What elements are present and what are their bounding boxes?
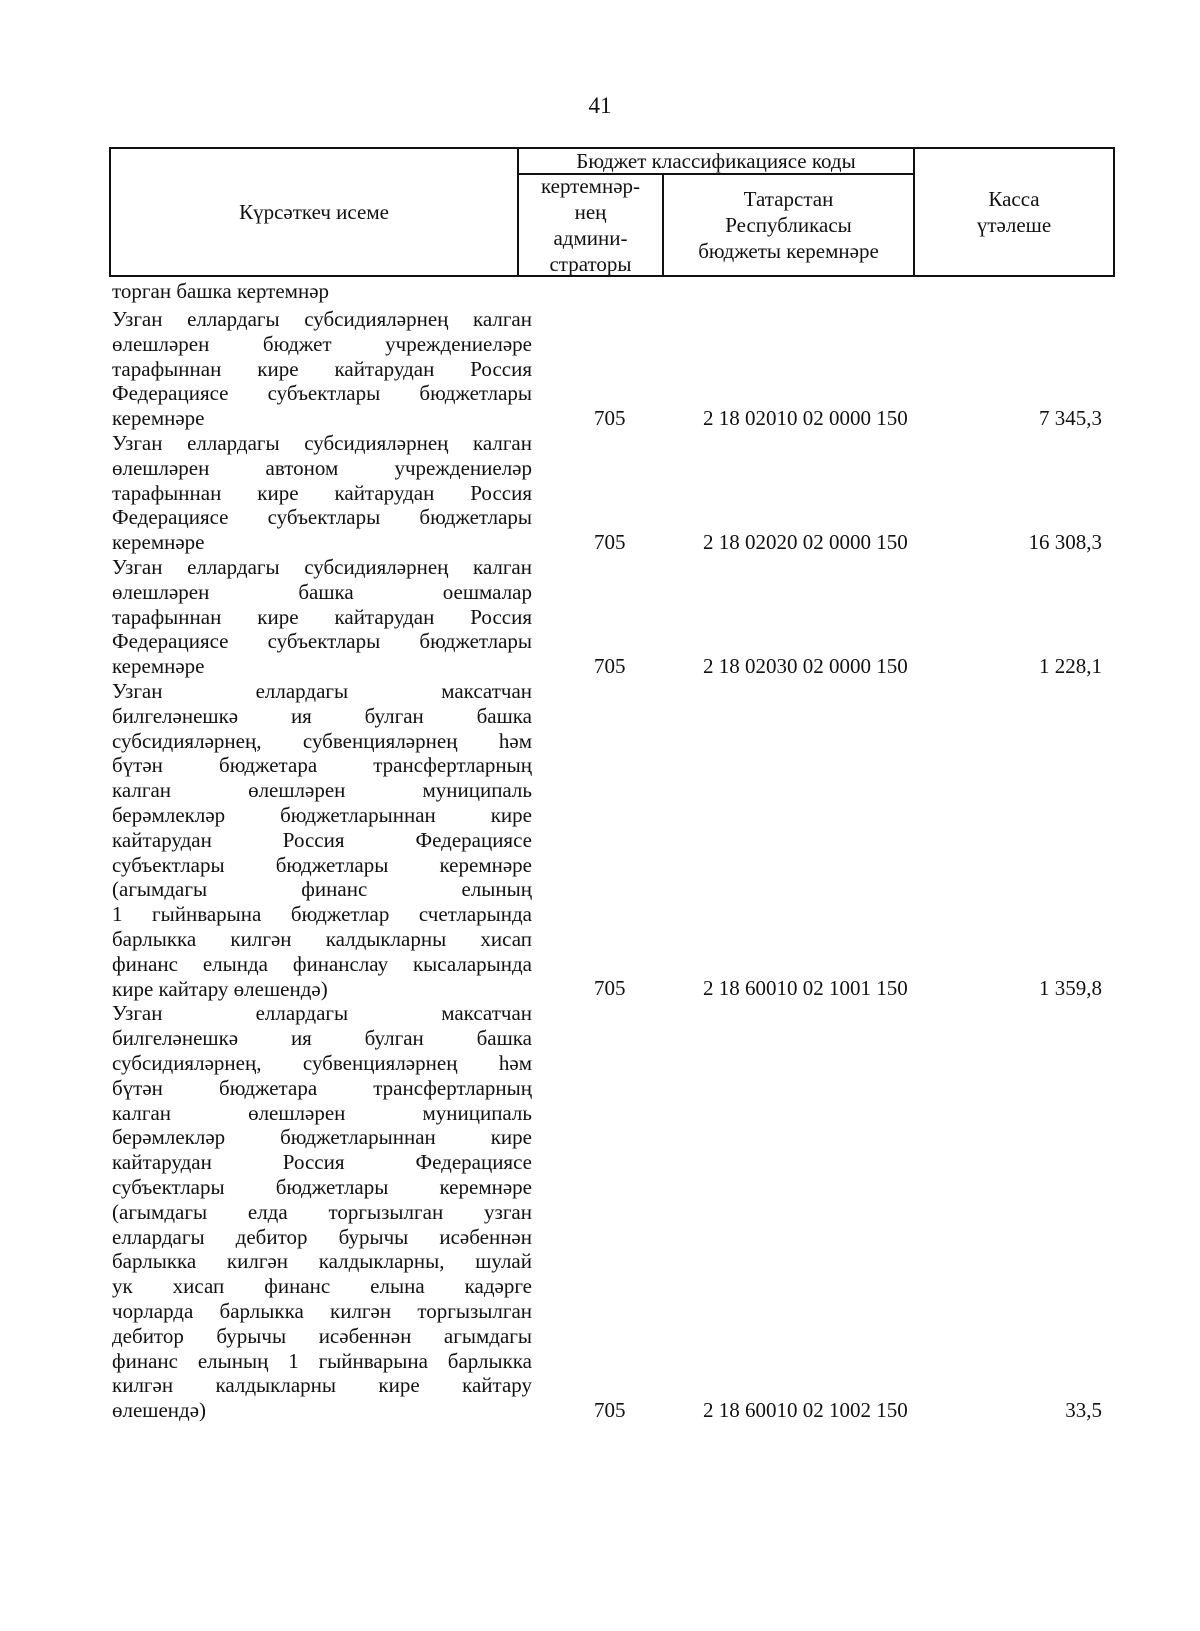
row-name-line: (агымдагы елда торгызылган узган — [112, 1199, 532, 1224]
header-revenue-line: Республикасы — [725, 213, 852, 237]
row-name-line: (агымдагы финанс елының — [112, 877, 532, 902]
row-name-line: 1 гыйнварына бюджетлар счетларында — [112, 902, 532, 927]
row-name-line: Федерациясе субъектлары бюджетлары — [112, 381, 532, 406]
row-name-line: субсидияләрнең, субвенцияләрнең һәм — [112, 1050, 532, 1075]
row-name-line: чорларда барлыкка килгән торгызылган — [112, 1298, 532, 1323]
row-revenue-code: 2 18 02010 02 0000 150 — [703, 406, 908, 430]
row-administrator-code: 705 — [594, 406, 626, 430]
table-header — [109, 147, 1115, 277]
row-name-line: берәмлекләр бюджетларыннан кире — [112, 1125, 532, 1150]
row-indicator-name — [112, 307, 532, 431]
row-administrator-code: 705 — [594, 654, 626, 678]
row-revenue-code: 2 18 02020 02 0000 150 — [703, 530, 908, 554]
row-cash-amount: 1 359,8 — [1039, 976, 1102, 1001]
row-name-line: Узган еллардагы максатчан — [112, 679, 532, 703]
header-admin-line: страторы — [549, 252, 632, 276]
row-name-line: барлыкка килгән калдыкларны хисап — [112, 926, 532, 951]
row-name-line: билгеләнешкә ия булган башка — [112, 703, 532, 728]
header-admin-line: админи- — [553, 226, 628, 250]
row-name-line: Узган еллардагы субсидияләрнең калган — [112, 555, 532, 579]
row-name-line: финанс елының 1 гыйнварына барлыкка — [112, 1348, 532, 1373]
table-row — [0, 555, 1200, 679]
row-name-line: калган өлешләрен муниципаль — [112, 1100, 532, 1125]
header-budget-code-group: Бюджет классификациясе коды — [576, 149, 856, 173]
header-cash-line: үтәлеше — [976, 213, 1052, 237]
row-name-line: калган өлешләрен муниципаль — [112, 778, 532, 803]
row-name-line: өлешләрен башка оешмалар — [112, 579, 532, 604]
row-name-line: дебитор бурычы исәбеннән агымдагы — [112, 1323, 532, 1348]
row-name-line: өлешендә) — [112, 1398, 207, 1423]
row-administrator-code: 705 — [594, 1397, 626, 1422]
header-cash-execution — [915, 149, 1113, 275]
row-administrator-code: 705 — [594, 976, 626, 1001]
table-row — [0, 679, 1200, 1001]
page-number: 41 — [588, 93, 612, 118]
header-revenue-line: Татарстан — [743, 187, 834, 211]
row-cash-amount: 16 308,3 — [1028, 530, 1102, 554]
row-revenue-code: 2 18 02030 02 0000 150 — [703, 654, 908, 678]
row-name-line: кайтарудан Россия Федерациясе — [112, 827, 532, 852]
row-name-line: Узган еллардагы субсидияләрнең калган — [112, 431, 532, 455]
row-name-line: субъектлары бюджетлары керемнәре — [112, 852, 532, 877]
row-name-line: керемнәре — [112, 530, 205, 555]
row-name-line: тарафыннан кире кайтарудан Россия — [112, 356, 532, 381]
row-name-line: барлыкка килгән калдыкларны, шулай — [112, 1249, 532, 1274]
row-name-line: Федерациясе субъектлары бюджетлары — [112, 629, 532, 654]
header-revenue-code — [664, 175, 913, 275]
continued-text: торган башка кертемнәр — [112, 279, 330, 303]
row-name-line: өлешләрен бюджет учреждениеләре — [112, 331, 532, 356]
row-name-line: тарафыннан кире кайтарудан Россия — [112, 480, 532, 505]
row-name-line: килгән калдыкларны кире кайтару — [112, 1373, 532, 1398]
row-name-line: бүтән бюджетара трансфертларның — [112, 753, 532, 778]
row-indicator-name — [112, 555, 532, 679]
row-name-line: тарафыннан кире кайтарудан Россия — [112, 604, 532, 629]
row-name-line: Федерациясе субъектлары бюджетлары — [112, 505, 532, 530]
row-indicator-name — [112, 1001, 532, 1423]
row-revenue-code: 2 18 60010 02 1001 150 — [703, 976, 908, 1001]
table-row — [0, 431, 1200, 555]
row-name-line: ук хисап финанс елына кадәрге — [112, 1274, 532, 1299]
table-row — [0, 1001, 1200, 1423]
header-revenue-line: бюджеты керемнәре — [698, 239, 879, 263]
row-indicator-name — [112, 679, 532, 1001]
header-admin-line: кертемнәр- — [540, 174, 641, 198]
row-name-line: финанс елында финанслау кысаларында — [112, 951, 532, 976]
header-cash-line: Касса — [988, 187, 1040, 211]
row-name-line: керемнәре — [112, 406, 205, 431]
header-administrators — [519, 175, 662, 275]
row-name-line: субъектлары бюджетлары керемнәре — [112, 1174, 532, 1199]
header-admin-line: нең — [574, 200, 607, 224]
row-cash-amount: 7 345,3 — [1039, 406, 1102, 430]
row-name-line: еллардагы дебитор бурычы исәбеннән — [112, 1224, 532, 1249]
row-name-line: кайтарудан Россия Федерациясе — [112, 1150, 532, 1175]
row-cash-amount: 33,5 — [1065, 1397, 1102, 1422]
row-name-line: кире кайтару өлешендә) — [112, 976, 328, 1001]
row-name-line: керемнәре — [112, 654, 205, 679]
row-name-line: берәмлекләр бюджетларыннан кире — [112, 802, 532, 827]
row-cash-amount: 1 228,1 — [1039, 654, 1102, 678]
row-name-line: өлешләрен автоном учреждениеләр — [112, 455, 532, 480]
row-name-line: Узган еллардагы максатчан — [112, 1001, 532, 1026]
row-name-line: субсидияләрнең, субвенцияләрнең һәм — [112, 728, 532, 753]
row-indicator-name — [112, 431, 532, 555]
row-revenue-code: 2 18 60010 02 1002 150 — [703, 1397, 908, 1422]
header-indicator-name: Күрсәткеч исеме — [239, 200, 389, 224]
table-row — [0, 307, 1200, 431]
row-name-line: бүтән бюджетара трансфертларның — [112, 1075, 532, 1100]
row-administrator-code: 705 — [594, 530, 626, 554]
row-name-line: Узган еллардагы субсидияләрнең калган — [112, 307, 532, 331]
row-name-line: билгеләнешкә ия булган башка — [112, 1026, 532, 1051]
